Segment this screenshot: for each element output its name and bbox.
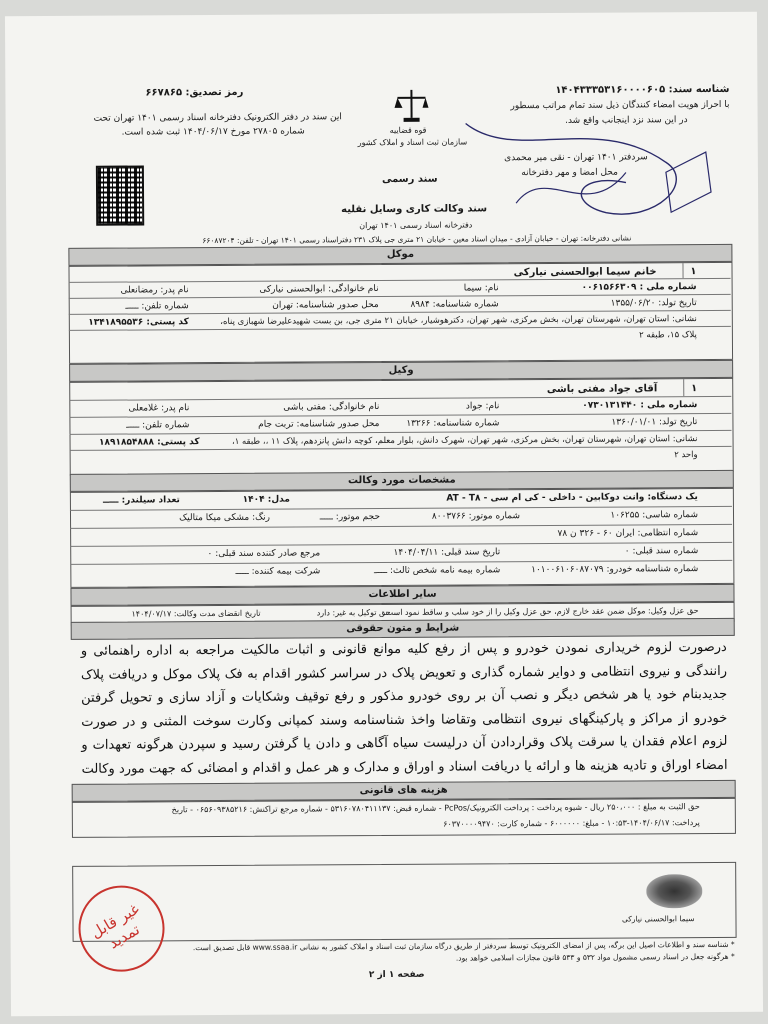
right-to-dismiss: حق عزل وکیل: موکل ضمن عقد خارج لازم، حق عزل وکیل را از خود سلب و ساقط نمود است. — [383, 606, 699, 618]
office-name: دفترخانه اسناد رسمی ۱۴۰۱ تهران — [359, 220, 473, 231]
section-principal: موکل — [68, 244, 732, 266]
agent-first-name: نام: جواد — [465, 401, 500, 412]
agent-phone: شماره تلفن: ـــــ — [126, 420, 190, 431]
emblem-caption-1: قوه قضاییه — [389, 125, 427, 135]
agent-national-id: شماره ملی : ۰۷۳۰۱۳۱۴۴۰ — [582, 400, 698, 411]
principal-address-2: پلاک ۱۵، طبقه ۲ — [639, 330, 697, 341]
principal-phone: شماره تلفن: ـــــ — [125, 301, 189, 312]
principal-postal: کد پستی: ۱۳۴۱۸۹۵۵۳۶ — [88, 317, 189, 328]
document-serial: شناسه سند: ۱۴۰۴۳۳۳۵۳۱۶۰۰۰۰۶۰۵ — [555, 83, 730, 96]
signature-box — [72, 862, 736, 942]
vehicle-color: رنگ: مشکی میکا متالیک — [179, 512, 271, 524]
agent-birth-date: تاریخ تولد: ۱۳۶۰/۰۱/۰۱ — [611, 417, 698, 428]
principal-address-1: نشانی: استان تهران، شهرستان تهران، بخش مرکزی، شهر تهران، دکترهوشیار، خیابان ۲۱ متری جی، بن بست شهیدعلیرضا شهبازی پناه، — [220, 314, 697, 327]
vehicle-device: یک دستگاه: وانت دوکابین - داخلی - کی ام سی - AT - T۸ — [446, 492, 698, 504]
footer-note-2: * هرگونه جعل در اسناد رسمی مشمول مواد ۵۳۲ و ۵۳۳ قانون مجازات اسلامی خواهد بود. — [455, 951, 735, 963]
vehicle-chassis: شماره شاسی: ۱۰۶۲۵۵ — [610, 510, 699, 521]
agent-address-2: واحد ۲ — [674, 450, 698, 461]
vehicle-engine-volume: حجم موتور: ـــــ — [319, 512, 381, 523]
vehicle-model: مدل: ۱۴۰۴ — [242, 494, 290, 505]
serial-description-2: در این سند نزد اینجانب واقع شد. — [565, 115, 688, 126]
stamp-text: غیر قابل تمدید — [87, 899, 143, 953]
section-other-info: سایر اطلاعات — [70, 584, 734, 606]
vehicle-prev-issuer: مرجع صادر کننده سند قبلی: ۰ — [207, 548, 321, 560]
signer-name: سیما ابوالحسنی نیارکی — [621, 914, 695, 924]
vehicle-car-id: شماره شناسنامه خودرو: ۱۰۱۰۰۶۱۰۶۰۸۷۰۷۹ — [531, 564, 699, 576]
section-vehicle: مشخصات مورد وکالت — [70, 470, 734, 492]
registry-line-1: این سند در دفتر الکترونیک دفترخانه اسناد رسمی ۱۴۰۱ تهران تحت — [93, 112, 342, 124]
auth-code: رمز تصدیق: ۶۶۷۸۶۵ — [145, 86, 244, 99]
principal-issue-place: محل صدور شناسنامه: تهران — [272, 300, 379, 311]
agent-postal: کد پستی: ۱۸۹۱۸۵۴۸۸۸ — [98, 437, 200, 448]
registry-line-2: شماره ۲۷۸۰۵ مورخ ۱۴۰۴/۰۶/۱۷ ثبت شده است. — [121, 126, 305, 138]
principal-index: ۱ — [690, 266, 697, 278]
document-type: سند رسمی — [381, 173, 438, 186]
agent-index: ۱ — [691, 383, 698, 395]
page-number: صفحه ۱ از ۲ — [368, 969, 425, 981]
notary-signatory: سردفتر ۱۴۰۱ تهران - نقی میر محمدی — [504, 152, 648, 164]
section-terms: شرایط و متون حقوقی — [71, 618, 735, 640]
qr-code-icon — [96, 165, 144, 225]
expiry-date: تاریخ انقضای مدت وکالت: ۱۴۰۴/۰۷/۱۷ — [131, 608, 261, 619]
section-agent: وکیل — [69, 360, 733, 382]
fees-line-1: حق الثبت به مبلغ : ۲۵۰،۰۰۰ ریال - شیوه پرداخت : پرداخت الکترونیک/PcPos - شماره قبض: ۵۳۱۶۰۷۸۰۴۱۱۱۳۷ - شماره مرجع تراکنش: ۰۶۵۶۰۹۳۸۵۲۱۶ - تاریخ — [171, 802, 700, 815]
fees-line-2: پرداخت: ۱۴۰۴/۰۶/۱۷-۱۰:۵۳ - مبلغ: ۶۰۰۰۰۰۰ - شماره کارت: ۶۰۳۷۰۰۰۰۹۴۷۰ — [443, 818, 700, 829]
serial-description-1: با احراز هویت امضاء کنندگان ذیل سند تمام مراتب مسطور — [510, 99, 730, 112]
principal-national-id: شماره ملی : ۰۰۶۱۵۶۶۳۰۹ — [581, 282, 697, 293]
principal-father: نام پدر: رمضانعلی — [120, 285, 189, 296]
notary-signature-icon — [455, 102, 716, 234]
document-title: سند وکالت کاری وسایل نقلیه — [341, 203, 488, 216]
vehicle-cylinders: تعداد سیلندر: ـــــ — [103, 495, 180, 506]
agent-last-name: نام خانوادگی: مفتی باشی — [283, 402, 380, 413]
principal-id-no: شماره شناسنامه: ۸۹۸۴ — [410, 299, 499, 310]
vehicle-insurer: شرکت بیمه کننده: ـــــ — [235, 566, 321, 577]
principal-birth-date: تاریخ تولد: ۱۳۵۵/۰۶/۲۰ — [610, 298, 697, 309]
vehicle-plate: شماره انتظامی: ایران ۶۰ - ۳۲۶ ن ۷۸ — [557, 528, 699, 539]
section-fees: هزینه های قانونی — [72, 780, 736, 802]
vehicle-insurance-no: شماره بیمه نامه شخص ثالث: ـــــ — [373, 565, 501, 577]
vehicle-prev-date: تاریخ سند قبلی: ۱۴۰۴/۰۴/۱۱ — [393, 547, 501, 558]
agent-issue-place: محل صدور شناسنامه: تربت جام — [258, 419, 380, 430]
footer-note-1: * شناسه سند و اطلاعات اصیل این برگه، پس از امضای الکترونیک توسط سردفتر از طریق درگاه سازمان ثبت اسناد و املاک کشور به نشانی www.ssaa.ir قابل تصدیق است. — [192, 939, 735, 953]
agent-father: نام پدر: غلامعلی — [128, 403, 190, 414]
fingerprint-icon — [646, 874, 702, 908]
principal-last-name: نام خانوادگی: ابوالحسنی نیارکی — [259, 284, 379, 295]
emblem-caption-2: سازمان ثبت اسناد و املاک کشور — [357, 137, 468, 148]
judiciary-emblem-icon — [393, 86, 429, 124]
office-address: نشانی دفترخانه: تهران - خیابان آزادی - میدان استاد معین - خیابان ۲۱ متری جی پلاک ۲۳۱ دفتراسناد رسمی ۱۴۰۱ تهران - تلفن: ۶۶۰۸۷۲۰۴ — [202, 233, 632, 246]
terms-paragraph: درصورت لزوم خریداری نمودن خودرو و پس از رفع کلیه موانع قانونی و اثبات مالکیت مراجعه به اداره راهنمائی و رانندگی و نیروی انتظامی و دوایر شماره گذاری و تعویض پلاک در سراسر کشور اقدام به فک پلاک موکل و دریافت پلاک جدیدبنام خود یا هر شخص دیگر و نصب آن بر روی خودرو مذکور و رفع توقیف وشکایات و آزاد سازی و تحویل گرفتن خودرو از مراکز و پارکینگهای نیروی انتظامی وتقاضا واخذ شناسنامه وسند کمپانی وکارت سوخت المثنی و در صورت لزوم اعلام فقدان یا سرقت پلاک وقراردادن آن درلیست سیاه آگاهی و دادن یا گرفتن رسید و سپردن هرگونه تعهدات و امضاء اوراق و تادیه هزینه ها و ارائه یا دریافت اسناد و اوراق و مدارک و هر عمل و اقدام و امضائی که جهت مورد وکالت — [80, 639, 728, 777]
principal-full-name: خانم سیما ابوالحسنی نیارکی — [513, 266, 657, 279]
document-page — [5, 12, 763, 1017]
principal-first-name: نام: سیما — [463, 283, 499, 294]
agent-id-no: شماره شناسنامه: ۱۳۲۶۶ — [406, 418, 500, 429]
delegation-right: حق توکیل به غیر: دارد — [316, 607, 391, 618]
agent-full-name: آقای جواد مفتی باشی — [546, 383, 658, 396]
agent-address-1: نشانی: استان تهران، شهرستان تهران، بخش مرکزی، شهر تهران، شهرک دانش، بلوار معلم، کوچه دانش پانزدهم، پلاک ۱۱ ،، طبقه ۱، — [231, 434, 698, 447]
vehicle-engine-no: شماره موتور: ۸۰۰۳۷۶۶ — [431, 511, 521, 522]
notary-seal-label: محل امضا و مهر دفترخانه — [521, 167, 618, 179]
vehicle-prev-doc: شماره سند قبلی: ۰ — [624, 546, 699, 557]
